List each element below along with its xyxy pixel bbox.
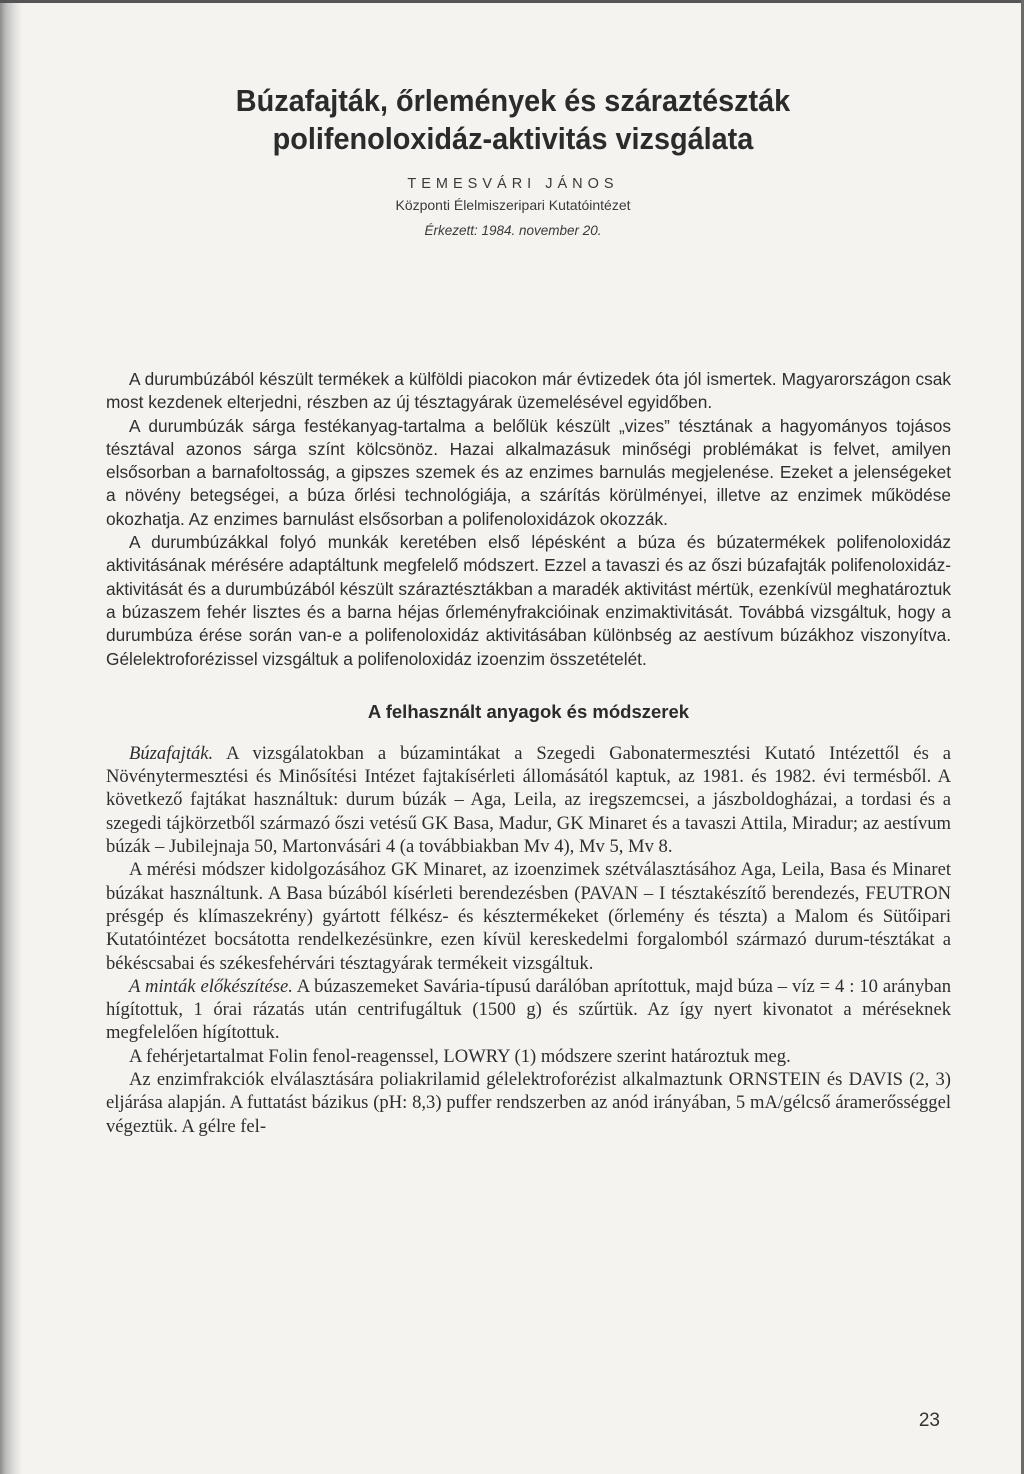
- section-heading: A felhasznált anyagok és módszerek: [367, 700, 690, 722]
- methods-paragraph-wheat-varieties: [106, 742, 951, 858]
- article-body: [106, 368, 951, 1138]
- received-date: Érkezett: 1984. november 20.: [424, 223, 602, 238]
- paragraph-lead-wheat-varieties: Búzafajták.: [129, 742, 214, 764]
- author-name: TEMESVÁRI JÁNOS: [407, 176, 619, 192]
- article-header: [100, 82, 926, 238]
- methods-paragraph-electrophoresis: Az enzimfrakciók elválasztására poliakrilamid gélelektroforézist alkalmaztunk ORNSTEIN és DAVIS (2, 3) eljárása alapján. A futtatást bázikus (pH: 8,3) puffer rendszerben az anód irányában, 5 mA/gélcső áramerősséggel végeztük. A gélre fel-: [106, 1069, 951, 1137]
- page-edge-shadow: [0, 0, 22, 1474]
- intro-paragraph-3: A durumbúzákkal folyó munkák keretében első lépésként a búza és búzatermékek polifenoloxidáz aktivitásának mérésére adaptáltunk megfelelő módszert. Ezzel a tavaszi és az őszi búzafajták polifenoloxidáz-aktivitását és a durumbúzából készült száraztésztákban a maradék aktivitást mértük, ezenkívül meghatároztuk a búzaszem fehér lisztes és a barna héjas őrleményfrakcióinak enzimaktivitását. Továbbá vizsgáltuk, hogy a durumbúza érése során van-e a polifenoloxidáz aktivitásában különbség az aestívum búzákhoz viszonyítva. Gélelektroforézissel vizsgáltuk a polifenoloxidáz izoenzim összetételét.: [106, 532, 951, 669]
- paragraph-text-wheat-varieties: A vizsgálatokban a búzamintákat a Szegedi Gabonatermesztési Kutató Intézettől és a Növénytermesztési és Minősítési Intézet fajtakísérleti állomásától kaptuk, az 1981. és 1982. évi termésből. A következő fajtákat használtuk: durum búzák – Aga, Leila, az iregszemcsei, a jászboldogházai, a tordasi és a szegedi tájkörzetből származó őszi vetésű GK Basa, Madur, GK Minaret és a tavaszi Attila, Miradur; az aestívum búzák – Jubilejnaja 50, Martonvásári 4 (a továbbiakban Mv 4), Mv 5, Mv 8.: [106, 742, 951, 858]
- title-line-1: Búzafajták, őrlemények és száraztészták: [235, 83, 791, 118]
- article-title: [129, 82, 897, 158]
- paragraph-text-sample-prep: A búzaszemeket Savária-típusú darálóban aprítottuk, majd búza – víz = 4 : 10 arányban hígítottuk, 1 órai rázatás után centrifugáltuk (1500 g) és szűrtük. Az így nyert kivonatot a méréseknek megfelelően hígítottuk.: [106, 975, 951, 1044]
- methods-paragraph-protein: A fehérjetartalmat Folin fenol-reagenssel, LOWRY (1) módszere szerint határoztuk meg.: [129, 1045, 791, 1067]
- methods-paragraph-method-development: A mérési módszer kidolgozásához GK Minaret, az izoenzimek szétválasztásához Aga, Leila, Basa és Minaret búzákat használtunk. A Basa búzából kísérleti berendezésben (PAVAN – I tésztakészítő berendezés, FEUTRON présgép és klímaszekrény) gyártott félkész- és késztermékeket (őrlemény és tészta) a Malom és Sütőipari Kutatóintézet bocsátotta rendelkezésünkre, ezen kívül kereskedelmi forgalomból származó durum-tésztákat a békéscsabai és székesfehérvári tésztagyárak termékeit vizsgáltuk.: [106, 859, 951, 974]
- intro-paragraph-1: A durumbúzából készült termékek a külföldi piacokon már évtizedek óta jól ismertek. Magyarországon csak most kezdenek elterjedni, részben az új tésztagyárak üzemelésével egyidőben.: [106, 369, 951, 413]
- page-number: 23: [918, 1410, 940, 1431]
- methods-paragraph-sample-prep: [106, 975, 951, 1045]
- author-institute: Központi Élelmiszeripari Kutatóintézet: [395, 197, 631, 213]
- title-line-2: polifenoloxidáz-aktivitás vizsgálata: [272, 121, 754, 156]
- paragraph-lead-sample-prep: A minták előkészítése.: [129, 975, 293, 997]
- intro-paragraph-2: A durumbúzák sárga festékanyag-tartalma a belőlük készült „vizes” tésztának a hagyományos tojásos tésztával azonos sárga színt kölcsönöz. Hazai alkalmazásuk minőségi problémákat is felvet, amilyen elsősorban a barnafoltosság, a gipszes szemek és az enzimes barnulás megjelenése. Ezeket a jelenségeket a növény betegségei, a búza őrlési technológiája, a szárítás körülményei, illetve az enzimek működése okozhatja. Az enzimes barnulást elsősorban a polifenoloxidázok okozzák.: [106, 415, 951, 529]
- page-top-border: [0, 0, 1024, 3]
